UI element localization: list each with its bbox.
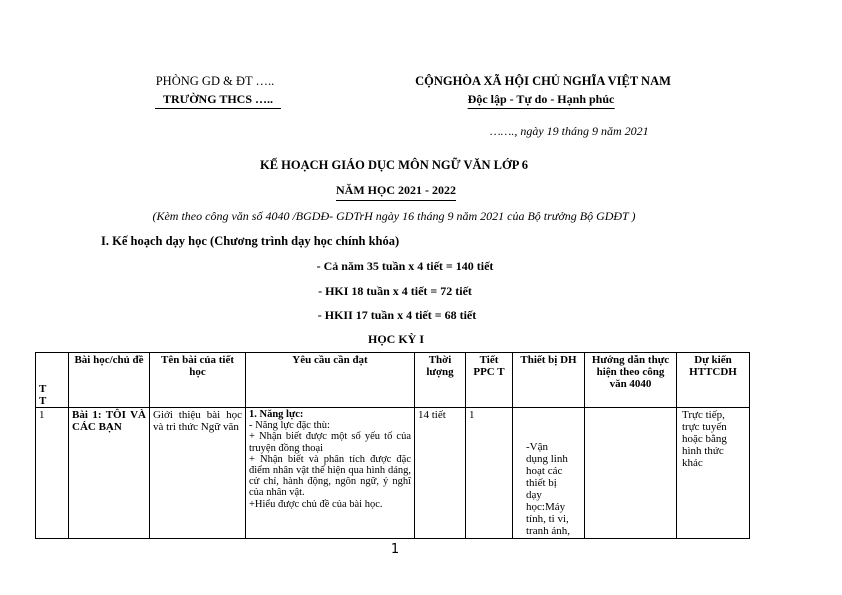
cell-requirements [246,408,415,539]
national-motto: Độc lập - Tự do - Hạnh phúc [468,92,615,109]
req-heading: 1. Năng lực: [249,409,304,420]
term2-periods: - HKII 17 tuần x 4 tiết = 68 tiết [317,308,477,322]
term-heading: HỌC KỲ I [367,332,425,346]
cell-lesson: Bài 1: TÔI VÀ CÁC BẠN [69,408,150,539]
cell-duration: 14 tiết [415,408,466,539]
cell-guide [585,408,677,539]
req-line: + Nhận biết được một số yếu tố của truyện đồng thoại [249,431,411,454]
cell-lesson-title: Giới thiệu bài học và tri thức Ngữ văn [150,408,246,539]
header-guide: Hướng dẫn thực hiện theo công văn 4040 [585,353,677,408]
school-year: NĂM HỌC 2021 - 2022 [336,183,456,201]
date-line: ……., ngày 19 tháng 9 năm 2021 [490,124,649,138]
table-header-row [36,353,750,408]
header-requirements: Yêu cầu cần đạt [246,353,415,408]
national-title: CỘNGHÒA XÃ HỘI CHỦ NGHĨA VIỆT NAM [415,74,671,88]
cell-equipment [513,408,585,539]
header-lesson-title: Tên bài của tiết học [150,353,246,408]
header-form: Dự kiến HTTCDH [677,353,750,408]
term1-periods: - HKI 18 tuần x 4 tiết = 72 tiết [318,284,472,298]
req-line: - Năng lực đặc thù: [249,420,330,432]
cell-form [677,408,750,539]
teaching-plan-table [35,352,750,539]
plan-title: KẾ HOẠCH GIÁO DỤC MÔN NGỮ VĂN LỚP 6 [259,158,529,172]
header-ppct: Tiết PPC T [466,353,513,408]
cell-ppct: 1 [466,408,513,539]
header-tt: T T [36,353,69,408]
year-periods: - Cả năm 35 tuần x 4 tiết = 140 tiết [316,259,494,273]
req-line: + Nhận biết và phân tích được đặc điểm nhân vật thể hiện qua hình dáng, cử chỉ, hành động, ngôn ngữ, ý nghĩ của nhân vật. [249,453,411,499]
header-lesson: Bài học/chủ đề [69,353,150,408]
equipment-text: -Vận dụng linh hoạt các thiết bị dạy học:Máy tính, ti vi, tranh ảnh, [526,441,570,537]
page-number: 1 [390,542,400,557]
cell-tt: 1 [36,408,69,539]
form-text: Trực tiếp, trực tuyến hoặc bằng hình thức khác [682,409,727,469]
header-equipment: Thiết bị DH [513,353,585,408]
req-line: +Hiểu được chủ đề của bài học. [249,498,383,510]
section-heading: I. Kế hoạch dạy học (Chương trình dạy học chính khóa) [101,234,400,248]
department-name: PHÒNG GD & ĐT ….. [155,74,275,88]
table-row [36,408,750,539]
header-duration: Thời lượng [415,353,466,408]
reference-note: (Kèm theo công văn số 4040 /BGDĐ- GDTrH ngày 16 tháng 9 năm 2021 của Bộ trưởng Bộ GDĐT ) [152,209,636,223]
school-name: TRƯỜNG THCS ….. [155,92,281,109]
